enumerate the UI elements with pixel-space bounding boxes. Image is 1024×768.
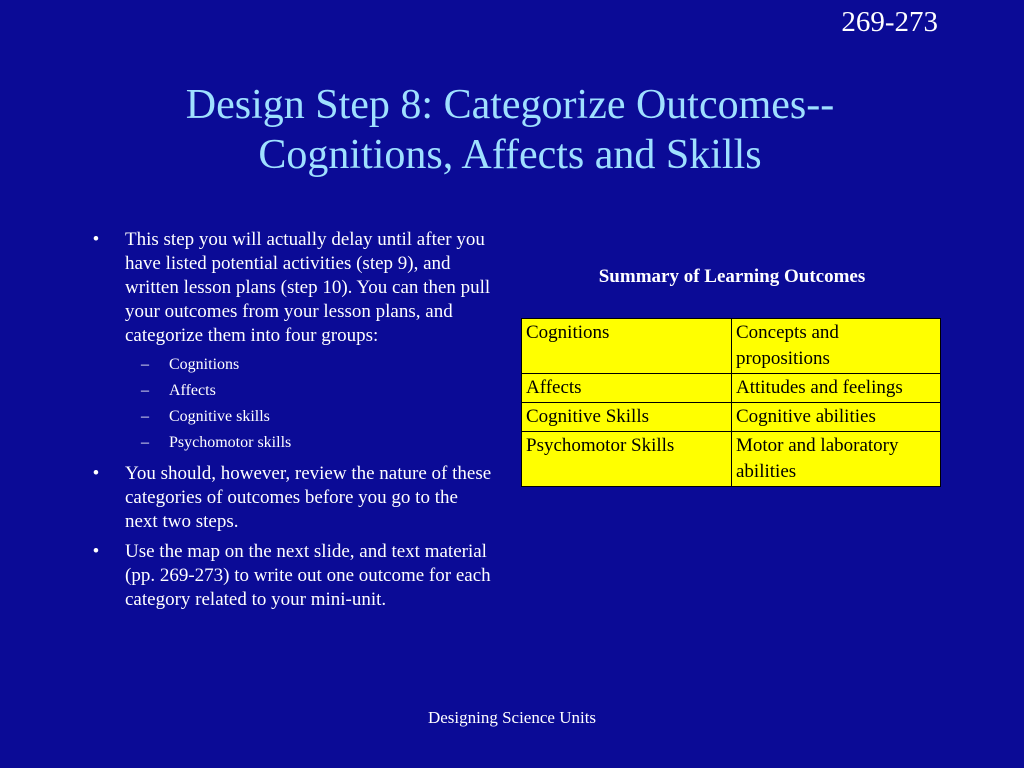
bullet-item-2 (88, 462, 493, 534)
bullet-icon: • (92, 541, 100, 562)
table-row (522, 403, 941, 432)
bullet-item-1 (88, 228, 493, 456)
table-cell-category: Psychomotor Skills (522, 432, 732, 487)
bullet-icon: • (92, 463, 100, 484)
dash-icon: – (141, 408, 149, 425)
sub-item-label: Cognitive skills (169, 408, 270, 425)
bullet-text-3: Use the map on the next slide, and text material (pp. 269-273) to write out one outcome for each category related to your mini-unit. (125, 541, 491, 610)
slide-footer: Designing Science Units (427, 708, 597, 727)
bullet-list-panel (88, 228, 493, 618)
table-cell-description: Concepts and propositions (732, 319, 941, 374)
learning-outcomes-table (521, 318, 941, 487)
dash-icon: – (141, 356, 149, 373)
bullet-list (88, 228, 493, 612)
table-cell-category: Cognitive Skills (522, 403, 732, 432)
bullet-text-2: You should, however, review the nature of these categories of outcomes before you go to the next two steps. (125, 463, 492, 532)
summary-table-title: Summary of Learning Outcomes (598, 266, 866, 287)
slide-title-line-1: Design Step 8: Categorize Outcomes-- (185, 82, 835, 128)
bullet-text-1: This step you will actually delay until after you have listed potential activities (step 9), and written lesson plans (step 10). You can then pull your outcomes from your lesson plans, and categorize them into four groups: (125, 229, 491, 346)
page-reference: 269-273 (841, 6, 938, 38)
table-row (522, 319, 941, 374)
slide-title (60, 80, 960, 180)
dash-icon: – (141, 382, 149, 399)
table-cell-description: Cognitive abilities (732, 403, 941, 432)
sub-item-label: Psychomotor skills (169, 434, 292, 451)
bullet-item-3 (88, 540, 493, 612)
sub-item-cognitive-skills (125, 404, 493, 430)
table-row (522, 374, 941, 403)
table-cell-description: Attitudes and feelings (732, 374, 941, 403)
sub-item-cognitions (125, 352, 493, 378)
table-cell-category: Affects (522, 374, 732, 403)
table-cell-category: Cognitions (522, 319, 732, 374)
sub-item-psychomotor-skills (125, 430, 493, 456)
slide-title-line-2: Cognitions, Affects and Skills (258, 132, 762, 178)
sub-item-affects (125, 378, 493, 404)
sub-item-label: Affects (169, 382, 216, 399)
bullet-icon: • (92, 229, 100, 250)
sub-item-label: Cognitions (169, 356, 240, 373)
dash-icon: – (141, 434, 149, 451)
table-row (522, 432, 941, 487)
sub-bullet-list (125, 352, 493, 456)
table-cell-description: Motor and laboratory abilities (732, 432, 941, 487)
